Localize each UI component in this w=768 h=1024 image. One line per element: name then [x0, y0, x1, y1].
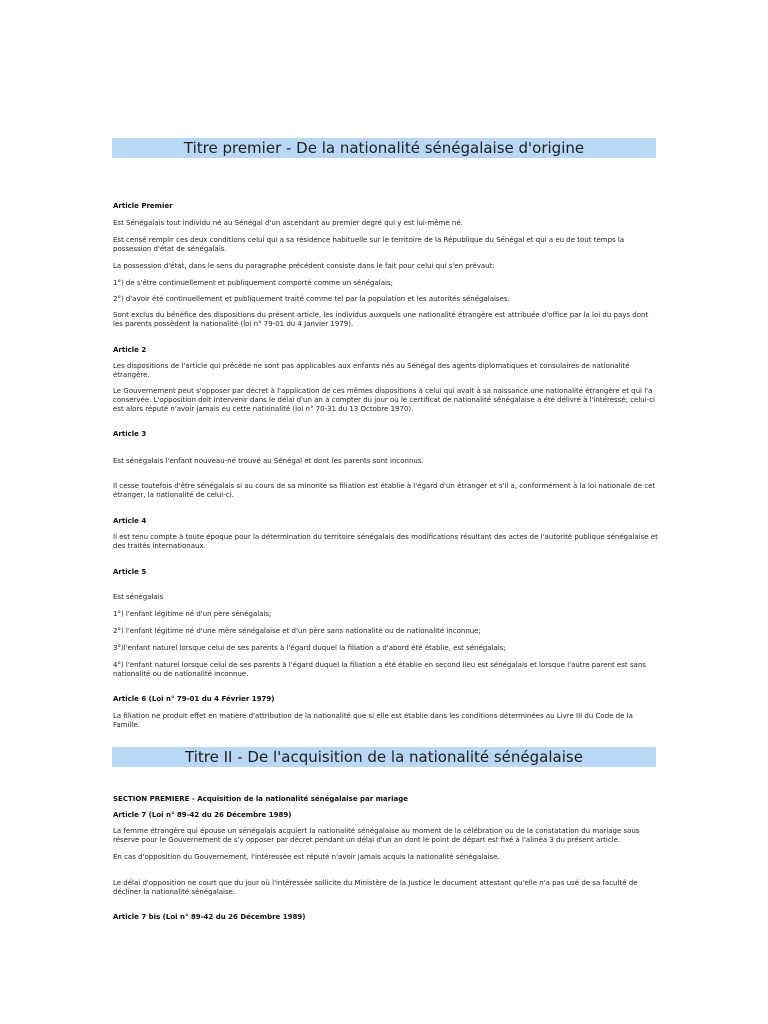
- article-5-paragraph-4: 3°)l'enfant naturel lorsque celui de ses parents à l'égard duquel la filiation a d'abord été établie, est sénégalais;: [113, 644, 506, 652]
- article-3-heading: Article 3: [113, 430, 147, 438]
- article-1-paragraph-5: 2°) d'avoir été continuellement et publiquement traité comme tel par la population et les autorités sénégalaises.: [113, 295, 510, 303]
- article-4-heading: Article 4: [113, 517, 147, 525]
- article-5-paragraph-3: 2°) l'enfant légitime né d'une mère sénégalaise et d'un père sans nationalité ou de nationalité inconnue;: [113, 627, 481, 635]
- article-premier-heading: Article Premier: [113, 202, 173, 210]
- section-premiere-heading: SECTION PREMIERE - Acquisition de la nationalité sénégalaise par mariage: [113, 795, 408, 803]
- article-7-heading: Article 7 (Loi n° 89-42 du 26 Décembre 1989): [113, 811, 292, 819]
- article-1-paragraph-4: 1°) de s'être continuellement et publiquement comporté comme un sénégalais;: [113, 279, 393, 287]
- article-2-paragraph-1: Les dispositions de l'article qui précède ne sont pas applicables aux enfants nés au Sénégal des agents diplomatiques et consulaires de nationalité étrangère.: [113, 362, 630, 379]
- article-4-paragraph-1: Il est tenu compte à toute époque pour la détermination du territoire sénégalais des modifications résultant des actes de l'autorité publique sénégalaise et des traités internationaux.: [113, 533, 658, 550]
- article-5-paragraph-2: 1°) l'enfant légitime né d'un père sénégalais;: [113, 610, 272, 618]
- article-7-paragraph-3: Le délai d'opposition ne court que du jour où l'intéressée sollicite du Ministère de la Justice le document attestant qu'elle n'a pas usé de sa faculté de décliner la nationalité sénégalaise.: [113, 879, 638, 896]
- article-1-paragraph-6: Sont exclus du bénéfice des dispositions du présent article, les individus auxquels une nationalité étrangère est attribuée d'office par la loi du pays dont les parents possèdent la nationalité (loi n° 79-01 du 4 Janvier 1979).: [113, 311, 649, 328]
- article-5-heading: Article 5: [113, 568, 147, 576]
- titre-ii-banner: Titre II - De l'acquisition de la nationalité sénégalaise: [112, 747, 656, 767]
- article-7-bis-heading: Article 7 bis (Loi n° 89-42 du 26 Décembre 1989): [113, 913, 306, 921]
- article-5-paragraph-1: Est sénégalais: [113, 593, 164, 601]
- article-1-paragraph-3: La possession d'état, dans le sens du paragraphe précédent consiste dans le fait pour celui qui s'en prévaut:: [113, 262, 495, 270]
- article-1-paragraph-1: Est Sénégalais tout individu né au Sénégal d'un ascendant au premier degré qui y est lui-même né.: [113, 219, 463, 227]
- titre-premier-banner: Titre premier - De la nationalité sénégalaise d'origine: [112, 138, 656, 158]
- article-1-paragraph-2: Est censé remplir ces deux conditions celui qui a sa résidence habituelle sur le territoire de la République du Sénégal et qui a eu de tout temps la possession d'état de sénégalais.: [113, 236, 625, 253]
- article-7-paragraph-1: La femme étrangère qui épouse un sénégalais acquiert la nationalité sénégalaise au moment de la célébration ou de la constatation du mariage sous réserve pour le Gouvernement de s'y opposer par décret pendant un délai d'un an dont le point de départ est fixé à l'alinéa 3 du présent article.: [113, 827, 640, 844]
- article-5-paragraph-5: 4°) l'enfant naturel lorsque celui de ses parents à l'égard duquel la filiation a été établie en second lieu est sénégalais et lorsque l'autre parent est sans nationalité ou de nationalité inconnue.: [113, 661, 646, 678]
- article-6-heading: Article 6 (Loi n° 79-01 du 4 Février 1979): [113, 695, 275, 703]
- article-3-paragraph-2: Il cesse toutefois d'être sénégalais si au cours de sa minorité sa filiation est établie à l'égard d'un étranger et s'il a, conformément à la loi nationale de cet étranger, la nationalité de celui-ci.: [113, 482, 656, 499]
- article-2-paragraph-2: Le Gouvernement peut s'opposer par décret à l'application de ces mêmes dispositions à celui qui avait à sa naissance une nationalité étrangère et qui l'a conservée. L'opposition doit intervenir dans le délai d'un an à compter du jour où le certificat de nationalité sénégalaise a été délivré à l'intéressé; celui-ci est alors réputé n'avoir jamais eu cette nationalité (loi n° 70-31 du 13 Octobre 1970).: [113, 387, 655, 413]
- article-7-paragraph-2: En cas d'opposition du Gouvernement, l'intéressée est réputé n'avoir jamais acquis la nationalité sénégalaise.: [113, 853, 500, 861]
- article-6-paragraph-1: La filiation ne produit effet en matière d'attribution de la nationalité que si elle est établie dans les conditions déterminées au Livre III du Code de la Famille.: [113, 712, 633, 729]
- article-2-heading: Article 2: [113, 346, 147, 354]
- article-3-paragraph-1: Est sénégalais l'enfant nouveau-né trouvé au Sénégal et dont les parents sont inconnus.: [113, 457, 424, 465]
